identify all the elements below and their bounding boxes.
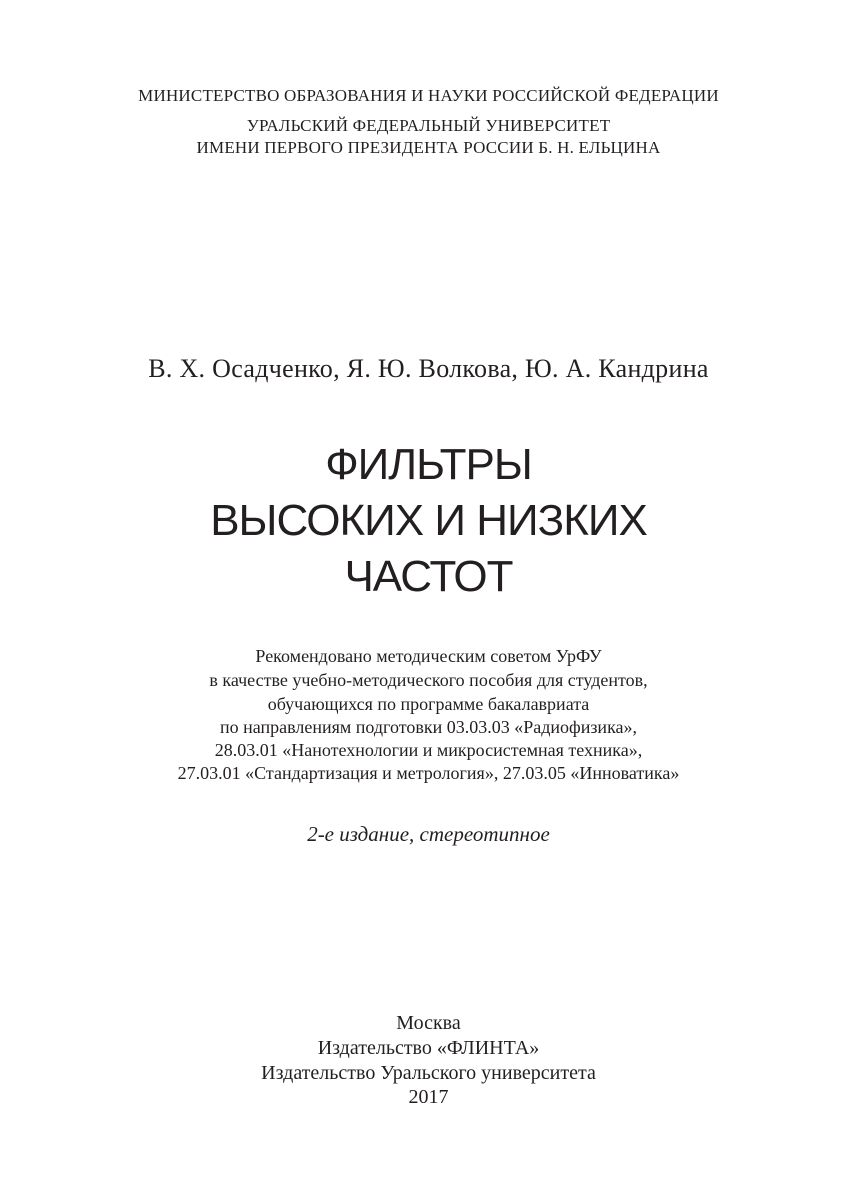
book-title-line-1: ФИЛЬТРЫ xyxy=(325,440,532,489)
book-title-line-2: ВЫСОКИХ И НИЗКИХ xyxy=(210,496,647,545)
recommendation-line-2: в качестве учебно-методического пособия для студентов, xyxy=(209,670,648,690)
ministry-line: МИНИСТЕРСТВО ОБРАЗОВАНИЯ И НАУКИ РОССИЙСКОЙ ФЕДЕРАЦИИ xyxy=(138,86,719,105)
book-title-line-3: ЧАСТОТ xyxy=(344,552,513,601)
university-line-2: ИМЕНИ ПЕРВОГО ПРЕЗИДЕНТА РОССИИ Б. Н. ЕЛЬЦИНА xyxy=(196,138,661,157)
recommendation-line-1: Рекомендовано методическим советом УрФУ xyxy=(255,646,602,666)
university-line-1: УРАЛЬСКИЙ ФЕДЕРАЛЬНЫЙ УНИВЕРСИТЕТ xyxy=(246,116,611,135)
imprint-publisher-2: Издательство Уральского университета xyxy=(261,1062,596,1084)
imprint-publisher-1: Издательство «ФЛИНТА» xyxy=(317,1037,540,1059)
recommendation-line-4: по направлениям подготовки 03.03.03 «Радиофизика», xyxy=(219,717,638,737)
recommendation-line-5: 28.03.01 «Нанотехнологии и микросистемная техника», xyxy=(214,740,643,760)
imprint-city: Москва xyxy=(396,1012,461,1034)
edition: 2-е издание, стереотипное xyxy=(307,822,550,846)
recommendation-line-3: обучающихся по программе бакалавриата xyxy=(267,694,590,714)
imprint-year: 2017 xyxy=(408,1086,449,1108)
recommendation-line-6: 27.03.01 «Стандартизация и метрология», 27.03.05 «Инноватика» xyxy=(177,763,680,783)
authors: В. Х. Осадченко, Я. Ю. Волкова, Ю. А. Кандрина xyxy=(148,354,709,383)
